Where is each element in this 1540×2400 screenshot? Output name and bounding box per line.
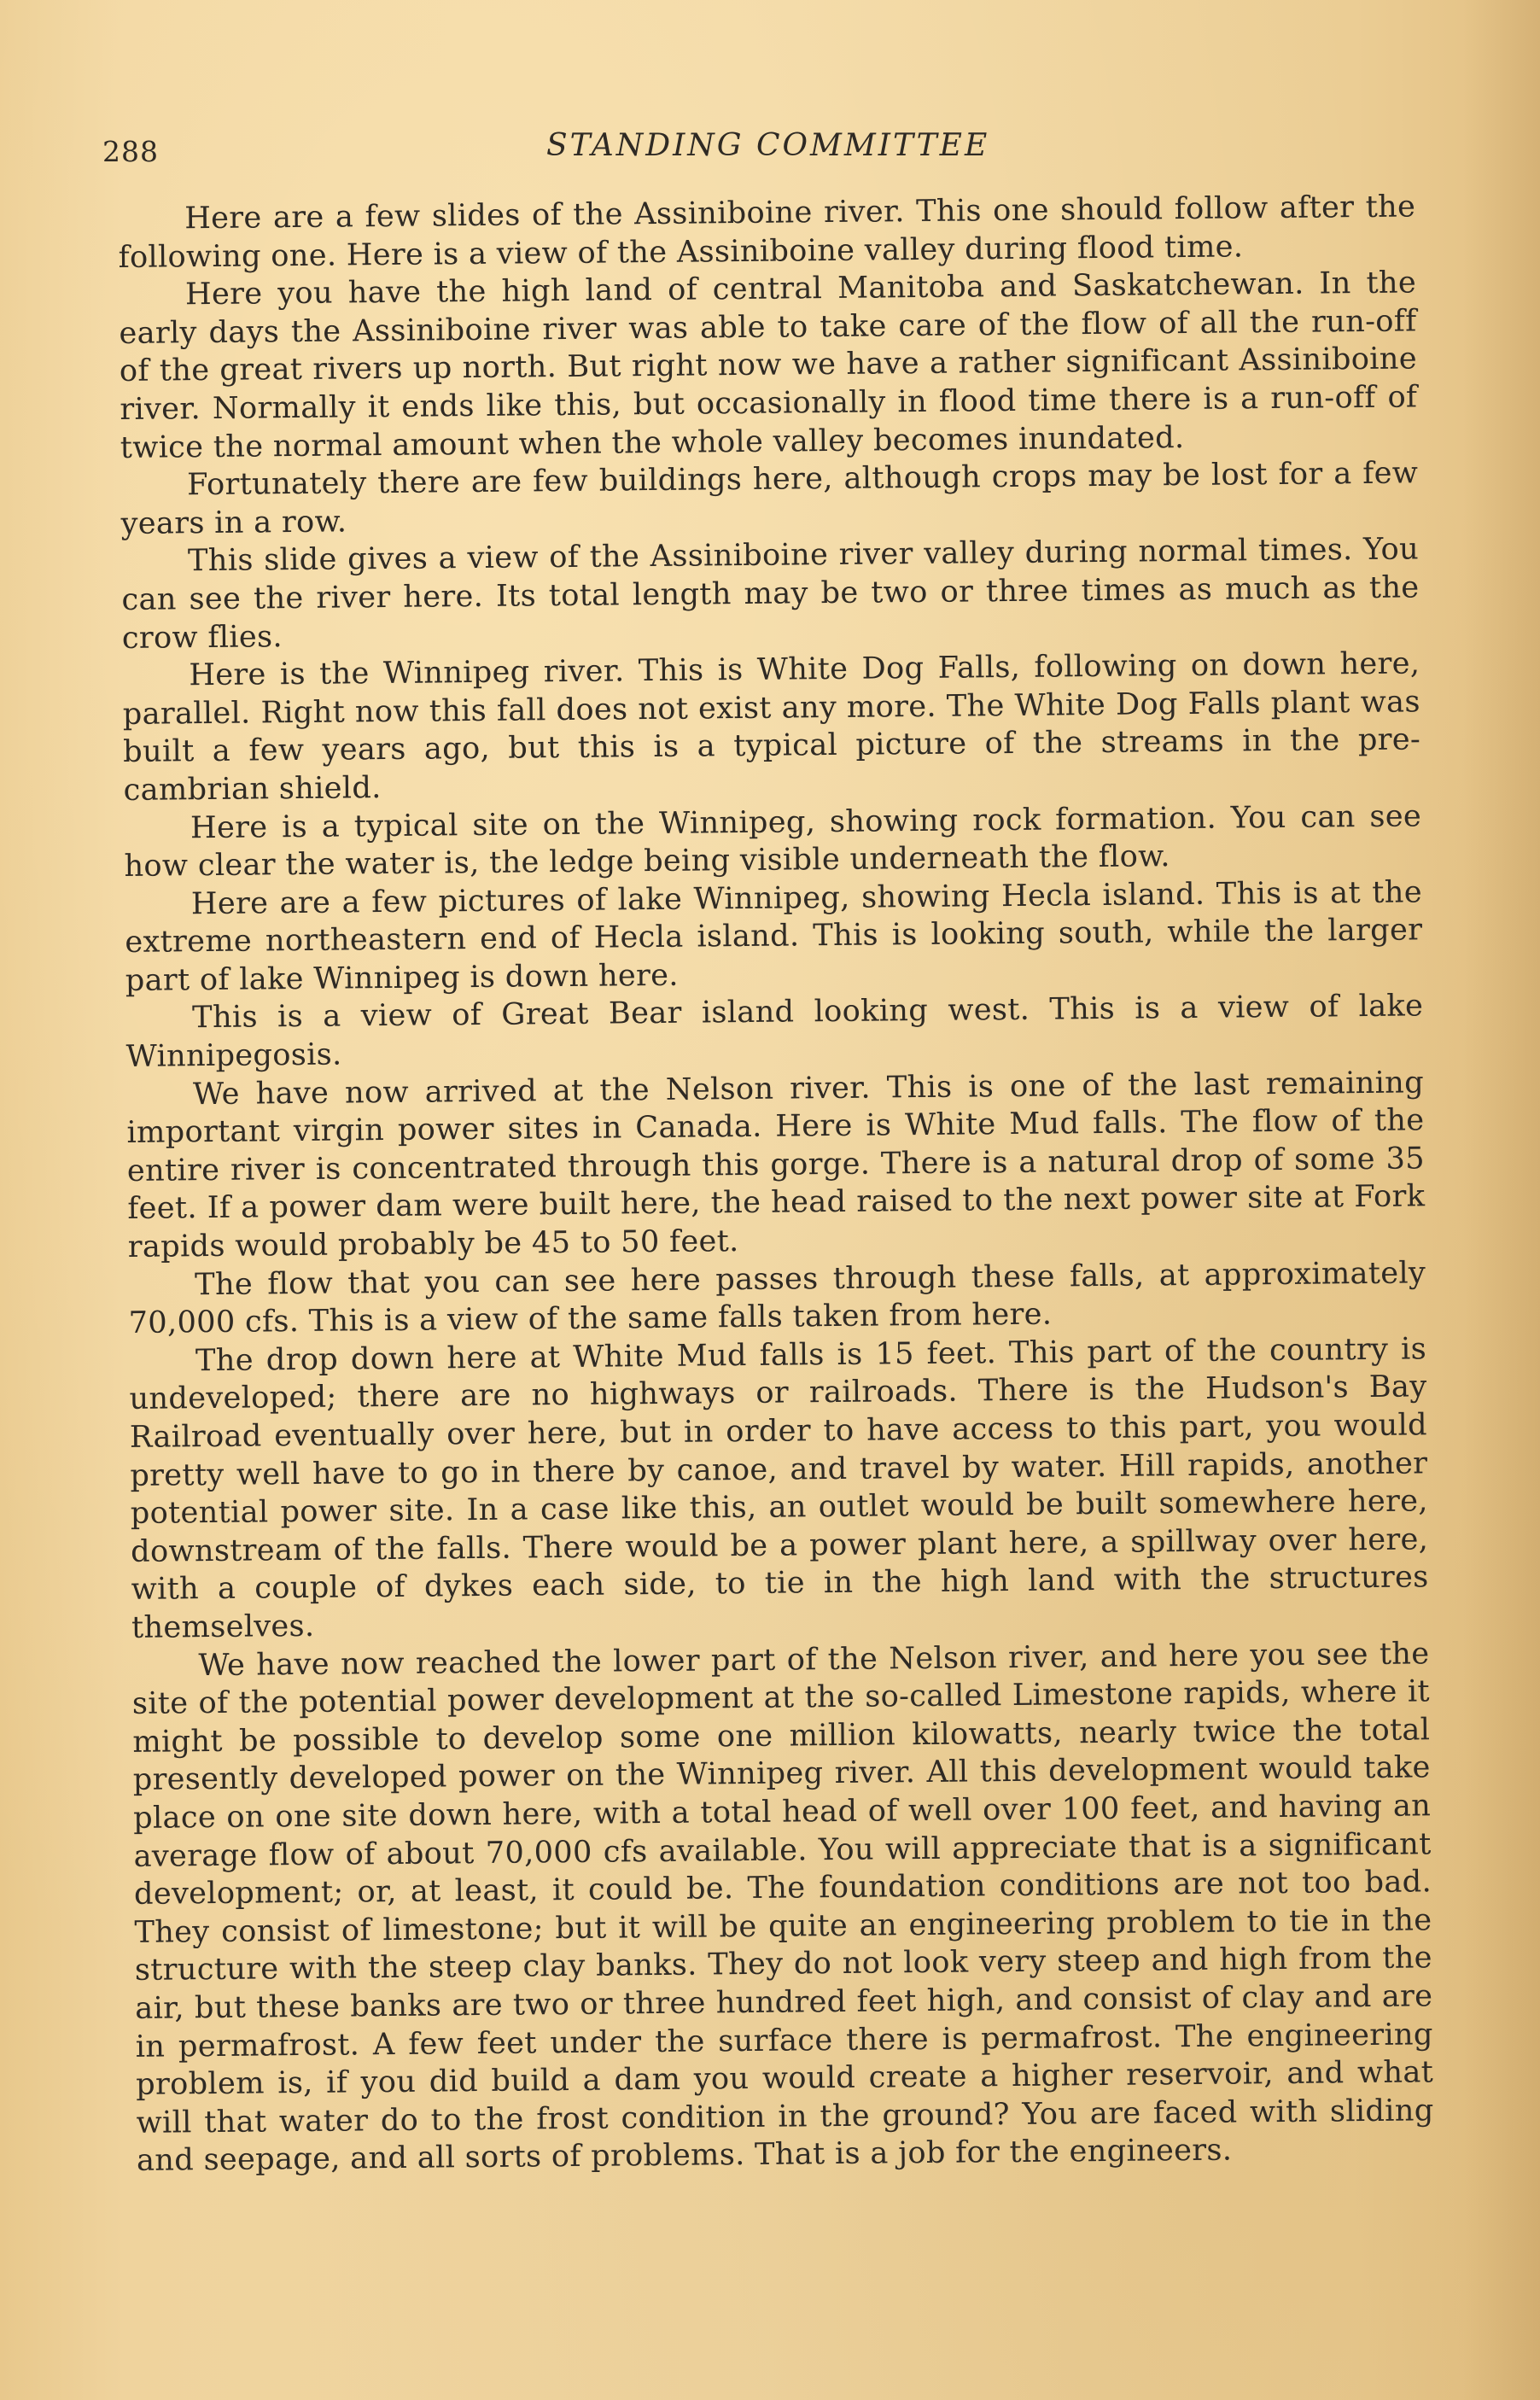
paragraph-7: Here are a few pictures of lake Winnipeg, showing Hecla island. This is at the extreme northeastern end of Hecla island. This is looking south, while the larger part of lake Winnipeg is down here. xyxy=(125,874,1423,998)
body-text xyxy=(118,188,1434,2180)
paragraph-2: Here you have the high land of central Manitoba and Saskatchewan. In the early days the Assiniboine river was able to take care of the flow of all the run-off of the great rivers up north. But right now we have a rather significant Assiniboine river. Normally it ends like this, but occasionally in flood time there is a run-off of twice the normal amount when the whole valley becomes inundated. xyxy=(119,265,1418,465)
page-header xyxy=(102,128,1434,179)
page-number: 288 xyxy=(102,135,159,168)
paragraph-6: Here is a typical site on the Winnipeg, showing rock formation. You can see how clear the water is, the ledge being visible underneath the flow. xyxy=(124,797,1422,885)
paragraph-8: This is a view of Great Bear island looking west. This is a view of lake Winnipegosis. xyxy=(125,988,1424,1075)
paragraph-12: We have now reached the lower part of the Nelson river, and here you see the site of the potential power development at the so-called Limestone rapids, where it might be possible to develop some one million kilowatts, nearly twice the total presently developed power on the Winnipeg river. All this development would take place on one site down here, with a total head of well over 100 feet, and having an average flow of about 70,000 cfs available. You will appreciate that is a significant development; or, at least, it could be. The foundation conditions are not too bad. They consist of limestone; but it will be quite an engineering problem to tie in the structure with the steep clay banks. They do not look very steep and high from the air, but these banks are two or three hundred feet high, and consist of clay and are in permafrost. A few feet under the surface there is permafrost. The engineering problem is, if you did build a dam you would create a higher reservoir, and what will that water do to the frost condition in the ground? You are faced with sliding and seepage, and all sorts of problems. That is a job for the engineers. xyxy=(131,1635,1434,2179)
running-head: STANDING COMMITTEE xyxy=(546,128,990,163)
paragraph-11: The drop down here at White Mud falls is 15 feet. This part of the country is undeveloped; there are no highways or railroads. There is the Hudson's Bay Railroad eventually over here, but in order to have access to this part, you would pretty well have to go in there by canoe, and travel by water. Hill rapids, another potential power site. In a case like this, an outlet would be built somewhere here, downstream of the falls. There would be a power plant here, a spillway over here, with a couple of dykes each side, to tie in the high land with the structures themselves. xyxy=(129,1331,1429,1645)
paragraph-3: Fortunately there are few buildings here, although crops may be lost for a few years in a row. xyxy=(120,455,1419,541)
paragraph-4: This slide gives a view of the Assiniboine river valley during normal times. You can see the river here. Its total length may be two or three times as much as the crow flies. xyxy=(121,531,1420,656)
paragraph-9: We have now arrived at the Nelson river. This is one of the last remaining important virgin power sites in Canada. Here is White Mud falls. The flow of the entire river is concentrated through this gorge. There is a natural drop of some 35 feet. If a power dam were built here, the head raised to the next power site at Fork rapids would probably be 45 to 50 feet. xyxy=(126,1065,1426,1264)
paragraph-1: Here are a few slides of the Assiniboine river. This one should follow after the following one. Here is a view of the Assiniboine valley during flood time. xyxy=(118,189,1416,275)
page-edge-shadow xyxy=(1463,0,1540,2400)
paragraph-10: The flow that you can see here passes through these falls, at approximately 70,000 cfs. This is a view of the same falls taken from here. xyxy=(128,1254,1426,1341)
paragraph-5: Here is the Winnipeg river. This is White Dog Falls, following on down here, parallel. Right now this fall does not exist any more. The White Dog Falls plant was built a few years ago, but this is a typical picture of the streams in the pre-cambrian shield. xyxy=(122,645,1421,808)
